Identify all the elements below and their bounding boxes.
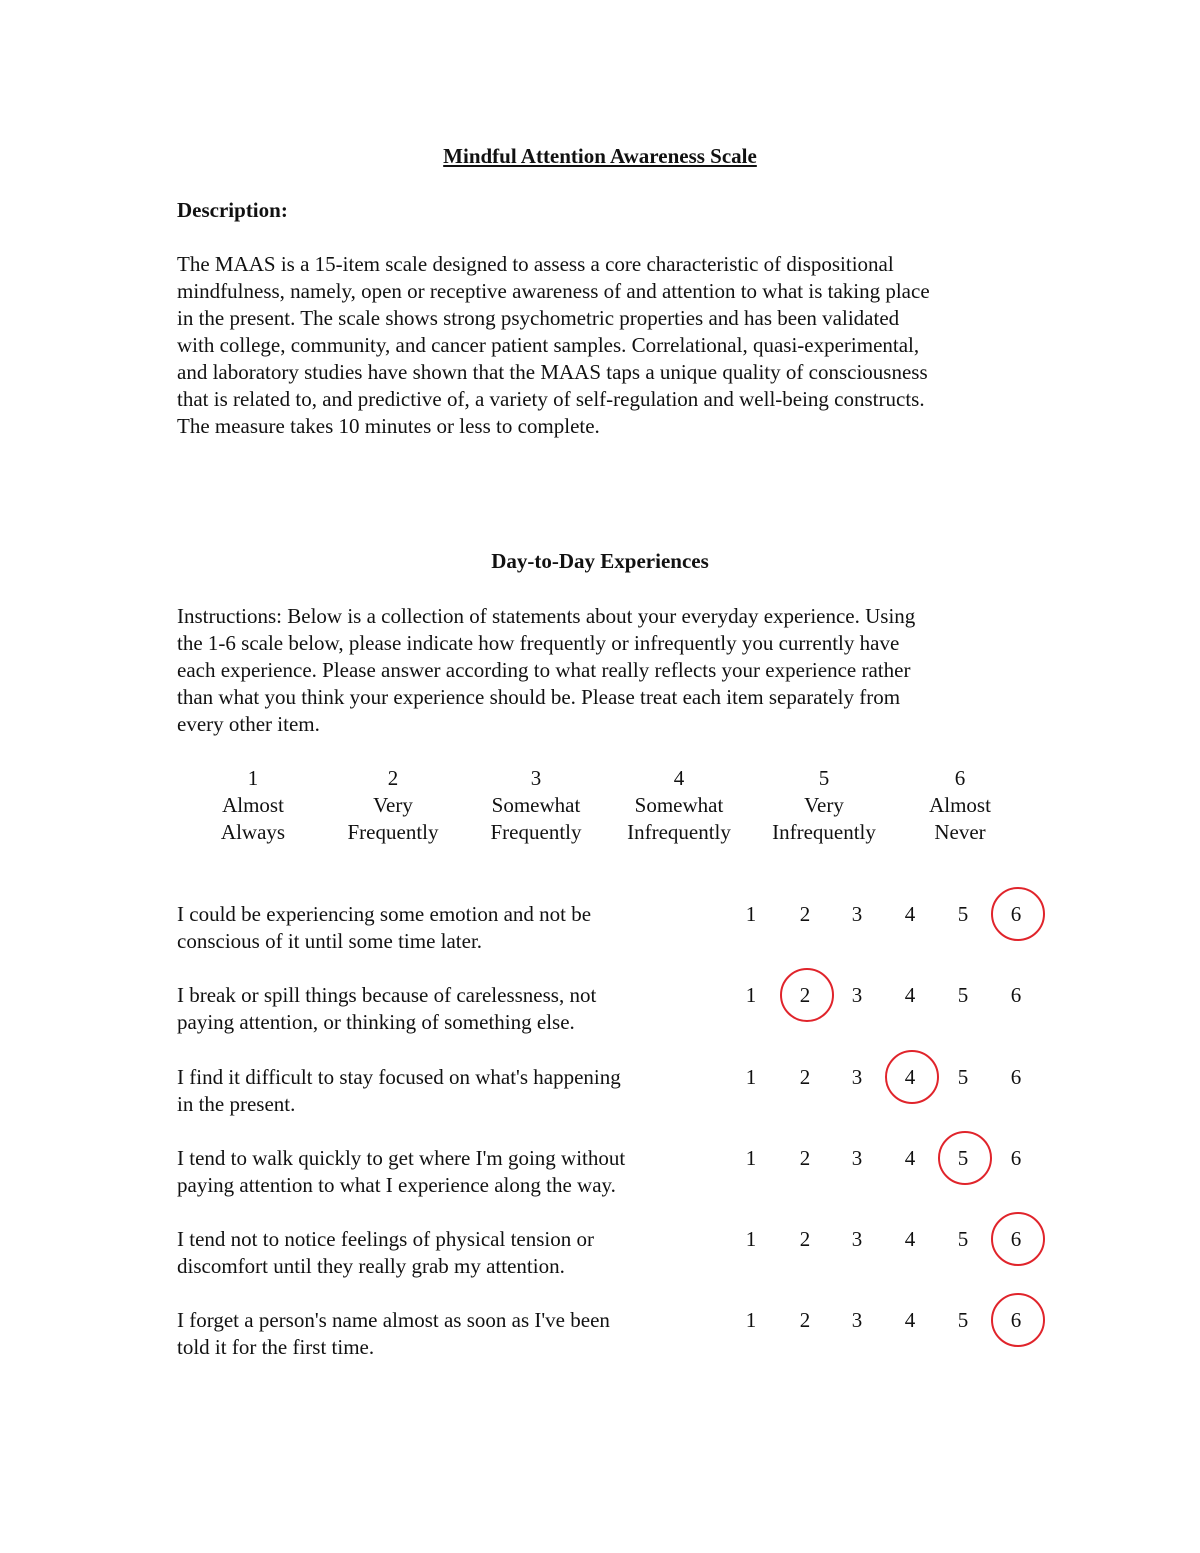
scale-label-line1: Somewhat [491, 793, 581, 817]
scale-value: 5 [818, 766, 830, 790]
scale-label-line1: Somewhat [634, 793, 724, 817]
rating-option-3[interactable]: 3 [851, 1308, 863, 1332]
description-line: with college, community, and cancer patient samples. Correlational, quasi-experimental, [177, 333, 920, 357]
rating-option-5[interactable]: 5 [957, 983, 969, 1007]
rating-option-5[interactable]: 5 [957, 902, 969, 926]
item-statement-line: paying attention to what I experience along the way. [177, 1173, 616, 1197]
rating-option-2[interactable]: 2 [799, 1227, 811, 1251]
instructions-line: Instructions: Below is a collection of statements about your everyday experience. Using [177, 604, 916, 628]
scale-label-line1: Very [373, 793, 413, 817]
item-statement [177, 1307, 697, 1361]
item-statement-line: conscious of it until some time later. [177, 929, 483, 953]
rating-option-4[interactable]: 4 [904, 1227, 916, 1251]
item-statement-line: told it for the first time. [177, 1335, 375, 1359]
rating-option-3[interactable]: 3 [851, 1065, 863, 1089]
rating-option-4[interactable]: 4 [904, 1146, 916, 1170]
scale-label-line2: Always [220, 820, 286, 844]
item-statement-line: in the present. [177, 1092, 296, 1116]
description-paragraph [177, 251, 1037, 440]
rating-option-2[interactable]: 2 [799, 1146, 811, 1170]
scale-legend-6 [885, 765, 1035, 846]
scale-legend-5 [749, 765, 899, 846]
scale-label-line2: Frequently [490, 820, 582, 844]
description-line: and laboratory studies have shown that the MAAS taps a unique quality of consciousness [177, 360, 928, 384]
rating-option-2[interactable]: 2 [799, 902, 811, 926]
rating-option-3[interactable]: 3 [851, 1146, 863, 1170]
rating-option-1[interactable]: 1 [745, 983, 757, 1007]
scale-legend-4 [604, 765, 754, 846]
rating-option-1[interactable]: 1 [745, 1065, 757, 1089]
rating-option-4[interactable]: 4 [904, 902, 916, 926]
item-statement-line: I find it difficult to stay focused on what's happening [177, 1065, 621, 1089]
rating-option-5[interactable]: 5 [957, 1065, 969, 1089]
rating-option-2[interactable]: 2 [799, 1308, 811, 1332]
rating-option-6[interactable]: 6 [1010, 1065, 1022, 1089]
scale-label-line1: Almost [222, 793, 284, 817]
instructions-line: each experience. Please answer according to what really reflects your experience rather [177, 658, 911, 682]
rating-option-6[interactable]: 6 [1010, 1146, 1022, 1170]
instructions-line: the 1-6 scale below, please indicate how frequently or infrequently you currently have [177, 631, 900, 655]
item-statement-line: I tend to walk quickly to get where I'm going without [177, 1146, 626, 1170]
description-line: mindfulness, namely, open or receptive awareness of and attention to what is taking place [177, 279, 930, 303]
rating-option-3[interactable]: 3 [851, 1227, 863, 1251]
scale-value: 1 [247, 766, 259, 790]
scale-label-line2: Never [934, 820, 986, 844]
scale-label-line2: Infrequently [627, 820, 731, 844]
item-statement-line: I break or spill things because of carelessness, not [177, 983, 597, 1007]
rating-option-4[interactable]: 4 [904, 1065, 916, 1089]
rating-option-6[interactable]: 6 [1010, 983, 1022, 1007]
instructions-line: every other item. [177, 712, 320, 736]
description-heading: Description: [177, 198, 288, 222]
rating-option-3[interactable]: 3 [851, 902, 863, 926]
item-statement-line: I could be experiencing some emotion and not be [177, 902, 592, 926]
scale-label-line2: Infrequently [772, 820, 876, 844]
scale-label-line1: Almost [929, 793, 991, 817]
description-line: in the present. The scale shows strong psychometric properties and has been validated [177, 306, 900, 330]
rating-option-3[interactable]: 3 [851, 983, 863, 1007]
rating-option-1[interactable]: 1 [745, 902, 757, 926]
description-line: The MAAS is a 15-item scale designed to assess a core characteristic of dispositional [177, 252, 894, 276]
rating-option-6[interactable]: 6 [1010, 1227, 1022, 1251]
scale-value: 2 [387, 766, 399, 790]
rating-option-2[interactable]: 2 [799, 983, 811, 1007]
section-title: Day-to-Day Experiences [491, 549, 709, 573]
scale-label-line2: Frequently [347, 820, 439, 844]
scale-value: 6 [954, 766, 966, 790]
rating-option-1[interactable]: 1 [745, 1227, 757, 1251]
scale-label-line1: Very [804, 793, 844, 817]
rating-option-5[interactable]: 5 [957, 1227, 969, 1251]
scale-value: 4 [673, 766, 685, 790]
scale-legend-2 [318, 765, 468, 846]
rating-option-1[interactable]: 1 [745, 1146, 757, 1170]
rating-option-4[interactable]: 4 [904, 983, 916, 1007]
scale-value: 3 [530, 766, 542, 790]
rating-option-5[interactable]: 5 [957, 1308, 969, 1332]
item-statement [177, 1145, 697, 1199]
instructions-line: than what you think your experience should be. Please treat each item separately from [177, 685, 901, 709]
rating-option-5[interactable]: 5 [957, 1146, 969, 1170]
description-line: that is related to, and predictive of, a variety of self-regulation and well-being constructs. [177, 387, 925, 411]
rating-option-1[interactable]: 1 [745, 1308, 757, 1332]
rating-option-4[interactable]: 4 [904, 1308, 916, 1332]
item-statement-line: discomfort until they really grab my attention. [177, 1254, 565, 1278]
item-statement-line: I tend not to notice feelings of physical tension or [177, 1227, 594, 1251]
instructions-paragraph [177, 603, 1017, 738]
item-statement [177, 982, 697, 1036]
rating-option-6[interactable]: 6 [1010, 902, 1022, 926]
item-statement [177, 1226, 697, 1280]
rating-option-6[interactable]: 6 [1010, 1308, 1022, 1332]
item-statement-line: paying attention, or thinking of something else. [177, 1010, 575, 1034]
rating-option-2[interactable]: 2 [799, 1065, 811, 1089]
item-statement [177, 901, 697, 955]
document-title: Mindful Attention Awareness Scale [443, 144, 757, 168]
scale-legend-1 [178, 765, 328, 846]
item-statement-line: I forget a person's name almost as soon as I've been [177, 1308, 610, 1332]
description-line: The measure takes 10 minutes or less to complete. [177, 414, 600, 438]
scale-legend-3 [461, 765, 611, 846]
item-statement [177, 1064, 697, 1118]
